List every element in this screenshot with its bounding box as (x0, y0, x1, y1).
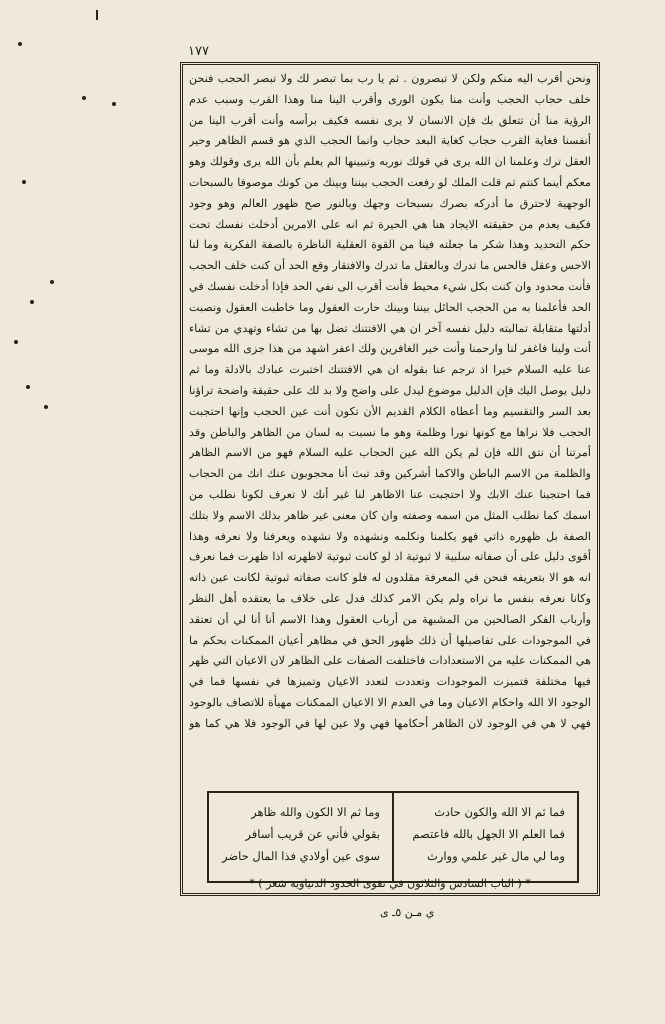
margin-speck (112, 102, 116, 106)
verse: بقولي فأني عن قريب أسافر (245, 827, 380, 841)
margin-speck (26, 385, 30, 389)
verse: وما ثم الا الكون والله ظاهر (251, 805, 380, 819)
main-text-block (189, 69, 591, 739)
margin-speck (18, 42, 22, 46)
page-number: ١٧٧ (188, 44, 209, 59)
margin-speck (14, 340, 18, 344)
margin-speck (22, 180, 26, 184)
margin-speck (44, 405, 48, 409)
text-frame (180, 62, 600, 896)
poem-column-right (394, 793, 577, 881)
poem-box (207, 791, 579, 883)
verse: وما لي مال غير علمي ووارث (426, 849, 565, 863)
verse: سوى عين أولادي فذا المال حاضر (221, 849, 380, 863)
margin-speck (82, 96, 86, 100)
poem-column-left (209, 793, 394, 881)
verse: فما العلم الا الجهل بالله فاعتصم (412, 827, 565, 841)
margin-speck (50, 280, 54, 284)
verse: فما ثم الا الله والكون حادث (434, 805, 565, 819)
body-paragraph: ونحن أقرب اليه منكم ولكن لا تبصرون . ثم يا رب بما تبصر لك ولا تبصر الحجب فنحن خلف حجاب الحجب وأنت منا يكون الورى وأقرب الينا منا وهذا القرب وسبب عدم الرؤية منا أن تتعلق بك فإن الانسان لا يرى نفسه فكيف برأسه وأنت أقرب الينا من أنفسنا فغاية القرب حجاب كغاية البعد حجاب وانما الحجب الذي هو قسم الظاهر وحير العقل ترك وعلمنا ان الله يرى في قولك نوريه وتبيينها الم يعلم بأن الله يرى وقولك وهو معكم أينما كنتم ثم قلت الملك لو رفعت الحجب بيننا وبينك من كونك موصوفا بالسبحات الوجهية لاحترق ما أدركه بصرك بسبحات وجهك وبالنور صح ظهور العالم وهو وجود فكيف يعدم من حقيقته الايجاد هنا هي الحيرة ثم انه على الامرين أدخلت نفسك تحت حكم التحديد وهذا شكر ما جعلته فينا من القوة العقلية الناظرة بالصفة الفكرية وما لنا الاحس وعقل فالحس ما تدرك وبالعقل ما تدرك والافتقار وقع الحد أن كنت خلف الحجب فأنت محدود وان كنت بكل شيء محيط فأنت أقرب الى نفي الحد فإذا أدخلت نفسك في الحد فأعلمنا به من الحجب الحائل بيننا وبينك حارت العقول وما خاطبت العقول ونصبت أدلتها متقابلة تمالبته دليل نفسه آخر ان هي الافتتنك تضل بها من تشاء وتهدي من تشاء أنت ولينا فاغفر لنا وارحمنا وأنت خير الغافرين ولك اعفر اشهد من هذا جزى الله موسى عنا عليه السلام خيرا اذ ترجم عنا بقوله ان هي الافتتنك اختبرت عبادك بالادلة وما ثم دليل يوصل اليك فإن الدليل موضوع ليدل على واضح ولا بد لك على حقيقة واضحة تراؤنا بعد السر والتقسيم وما أعطاه الكلام القديم الأن تكون أنت عين الحجب وإنها احتجبت الحجب فلا نراها مع كونها نورا وظلمة وهو ما نسبت به لسان من الظاهر والباطن وقد أمرتنا أن نتق الله فإن لم يكن الله عين الحجاب عليه السلام فهو من الاسم الظاهر والظلمة من الاسم الباطن والاكما أشركين وقد تبث أنا محجوبون عنك انك من الحجاب فما احتجبنا عنك الابك ولا احتجبت عنا الاظاهر لنا غير أنك لا تعرف لكونا نطلب من اسمك كما نطلب المثل من اسمه وصفته وان كان معنى غير ظاهر بذلك الاسم ولا بتلك الصفة بل ظهوره ذاتي فهو يكلمنا ونكلمه ونشهده ولا نشهده ويعرفنا ولا نعرفه وهذا أقوى دليل على أن صفاته سلبية لا ثبوتية اذ لو كانت ثبوتية لاظهرته اذا ظهرت فما نعرف انه هو الا بتعريفه فنحن في المعرفة مقلدون له فلو كانت صفاته ثبوتية لكانت عين ذاته وكانا نعرفه بنفس ما نراه ولم يكن الامر كذلك فدل على خلاف ما يعتقده أهل النظر وأرباب الفكر الصالحين من المشبهة من أرباب العقول وهذا الاسم أنا أنا لي أن تعتقد في الموجودات على تفاصيلها أن ذلك ظهور الحق في مظاهر أعيان الممكنات بحكم ما هي الممكنات عليه من الاستعدادات فاختلفت الصفات على الظاهر لان الاعيان التي ظهر فيها مختلفة فتميزت الموجودات وتعددت لتعدد الاعيان وتميزها في نفسها فما في الوجود الا الله واحكام الاعيان وما في العدم الا الاعيان الممكنات مهيأة للاتصاف بالوجود فهي لا هي في الوجود لان الظاهر أحكامها فهي ولا عين لها في الوجود فلا هي كما هو (189, 72, 591, 730)
catchword: ي مـن ٥ـ ى (380, 906, 435, 919)
margin-speck (30, 300, 34, 304)
margin-mark (96, 10, 98, 20)
chapter-heading: * ( الباب السادس والثلاثون في تقوى الحدود الدنياوية شعر ) * (249, 877, 531, 890)
